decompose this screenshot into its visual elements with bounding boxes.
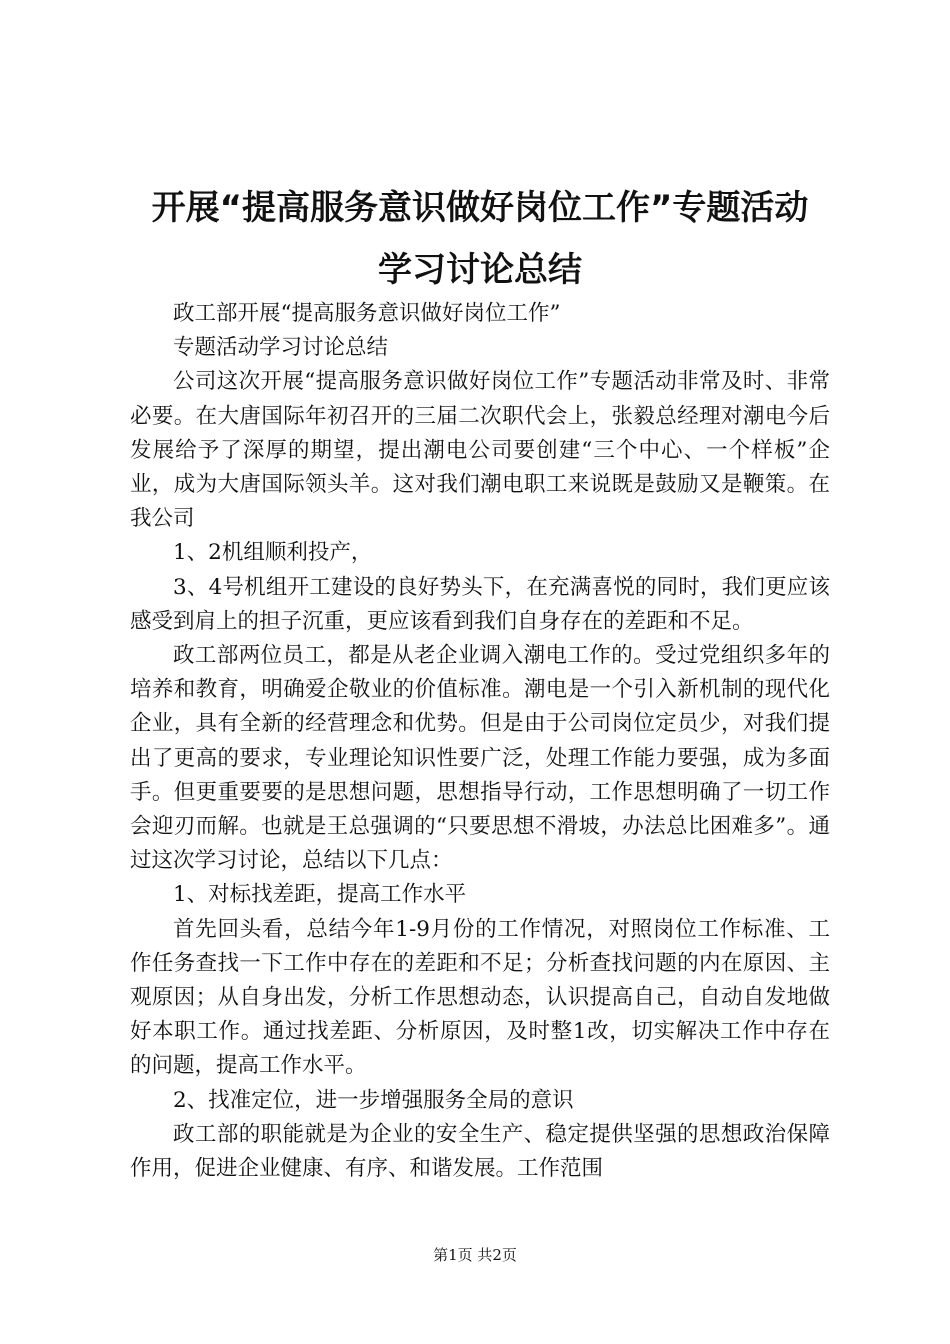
paragraph-heading-2: 2、找准定位，进一步增强服务全局的意识 bbox=[173, 1087, 574, 1113]
paragraph-units-3-4: 3、4号机组开工建设的良好势头下，在充满喜悦的同时，我们更应该感受到肩上的担子沉重，更应该看到我们自身存在的差距和不足。 bbox=[130, 574, 830, 634]
page-number-footer: 第1页 共2页 bbox=[433, 1246, 517, 1264]
document-title-line-1: 开展“提高服务意识做好岗位工作”专题活动 bbox=[151, 188, 809, 228]
paragraph-heading-1: 1、对标找差距，提高工作水平 bbox=[173, 882, 467, 908]
paragraph-units-1-2: 1、2机组顺利投产， bbox=[173, 540, 373, 566]
paragraph-subtitle-2: 专题活动学习讨论总结 bbox=[173, 335, 389, 361]
paragraph-review: 首先回头看，总结今年1-9月份的工作情况，对照岗位工作标准、工作任务查找一下工作中存在的差距和不足；分析查找问题的内在原因、主观原因；从自身出发，分析工作思想动态，认识提高自己，自动自发地做好本职工作。通过找差距、分析原因，及时整1改，切实解决工作中存在的问题，提高工作水平。 bbox=[130, 916, 830, 1079]
paragraph-staff: 政工部两位员工，都是从老企业调入潮电工作的。受过党组织多年的培养和教育，明确爱企敬业的价值标准。潮电是一个引入新机制的现代化企业，具有全新的经营理念和优势。但是由于公司岗位定员少，对我们提出了更高的要求，专业理论知识性要广泛，处理工作能力要强，成为多面手。但更重要要的是思想问题，思想指导行动，工作思想明确了一切工作会迎刃而解。也就是王总强调的“只要思想不滑坡，办法总比困难多”。通过这次学习讨论，总结以下几点： bbox=[130, 643, 830, 874]
paragraph-subtitle-1: 政工部开展“提高服务意识做好岗位工作” bbox=[173, 301, 561, 326]
paragraph-function: 政工部的职能就是为企业的安全生产、稳定提供坚强的思想政治保障作用，促进企业健康、有序、和谐发展。工作范围 bbox=[130, 1121, 830, 1182]
document-title-line-2: 学习讨论总结 bbox=[378, 250, 582, 290]
document-body bbox=[130, 297, 830, 1186]
paragraph-intro: 公司这次开展“提高服务意识做好岗位工作”专题活动非常及时、非常必要。在大唐国际年初召开的三届二次职代会上，张毅总经理对潮电今后发展给予了深厚的期望，提出潮电公司要创建“三个中心、一个样板”企业，成为大唐国际领头羊。这对我们潮电职工来说既是鼓励又是鞭策。在我公司 bbox=[130, 369, 830, 532]
